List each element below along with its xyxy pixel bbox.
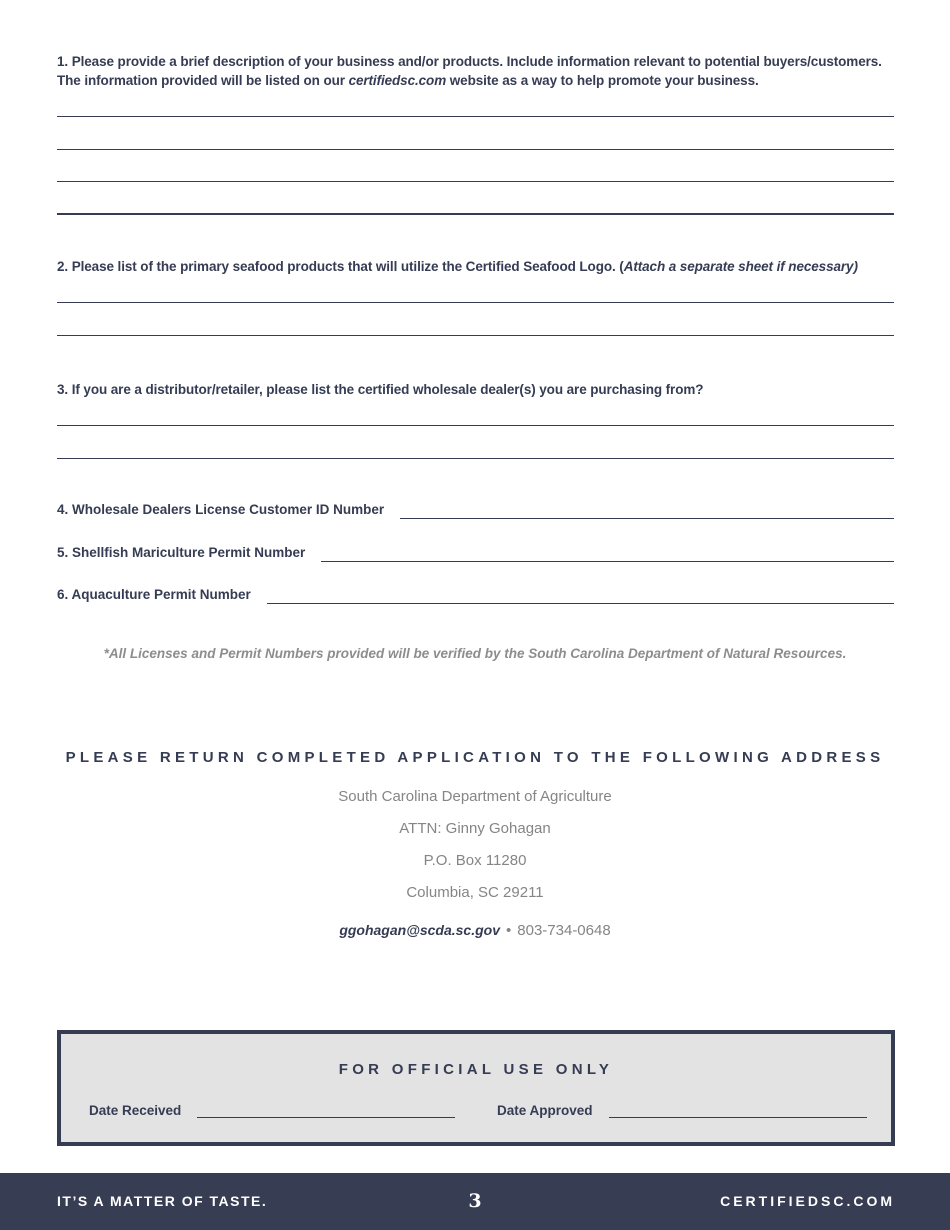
question-1-text: 1. Please provide a brief description of your business and/or products. Include information relevant to potential buyers/customers. The information provided will be listed on our [57, 54, 882, 88]
aquaculture-permit-label: 6. Aquaculture Permit Number [57, 587, 251, 602]
date-received-label: Date Received [89, 1103, 182, 1118]
answer-2-line-1[interactable] [57, 302, 894, 303]
question-2 [57, 257, 893, 276]
question-1 [57, 52, 893, 90]
address-line-1: South Carolina Department of Agriculture [338, 788, 612, 805]
shellfish-permit-field [57, 545, 894, 561]
contact-phone: 803-734-0648 [517, 922, 611, 939]
question-3: 3. If you are a distributor/retailer, please list the certified wholesale dealer(s) you are purchasing from? [57, 382, 704, 397]
wholesale-license-label: 4. Wholesale Dealers License Customer ID Number [57, 502, 385, 517]
date-received-field [89, 1103, 455, 1119]
page-number: 3 [468, 1190, 482, 1212]
aquaculture-permit-field [57, 587, 894, 603]
official-use-title: FOR OFFICIAL USE ONLY [338, 1061, 614, 1078]
footer-tagline: IT’S A MATTER OF TASTE. [57, 1193, 268, 1209]
answer-2-line-2[interactable] [57, 335, 894, 336]
shellfish-permit-input[interactable] [321, 561, 894, 562]
footer-bar [0, 1173, 950, 1230]
answer-1-line-3[interactable] [57, 181, 894, 182]
wholesale-license-input[interactable] [400, 518, 894, 519]
answer-3-line-2[interactable] [57, 458, 894, 459]
shellfish-permit-label: 5. Shellfish Mariculture Permit Number [57, 545, 306, 560]
answer-1-line-1[interactable] [57, 116, 894, 117]
address-line-4: Columbia, SC 29211 [406, 884, 544, 901]
return-heading: PLEASE RETURN COMPLETED APPLICATION TO THE FOLLOWING ADDRESS [65, 749, 885, 766]
date-approved-label: Date Approved [497, 1103, 593, 1118]
address-line-3: P.O. Box 11280 [423, 852, 527, 869]
official-use-box [57, 1030, 895, 1146]
question-2-note: Attach a separate sheet if necessary) [623, 259, 858, 274]
question-1-website: certifiedsc.com [348, 73, 447, 88]
question-1-text-end: website as a way to help promote your business. [446, 73, 759, 88]
answer-3-line-1[interactable] [57, 425, 894, 426]
verification-note: *All Licenses and Permit Numbers provided will be verified by the South Carolina Department of Natural Resources. [103, 646, 847, 661]
contact-line [0, 922, 950, 939]
contact-separator: • [506, 922, 512, 939]
wholesale-license-field [57, 502, 894, 518]
answer-1-line-2[interactable] [57, 149, 894, 150]
date-approved-field [497, 1103, 867, 1119]
contact-email[interactable]: ggohagan@scda.sc.gov [339, 922, 500, 938]
address-line-2: ATTN: Ginny Gohagan [399, 820, 551, 837]
date-approved-input[interactable] [609, 1117, 867, 1118]
answer-1-line-4[interactable] [57, 213, 894, 215]
aquaculture-permit-input[interactable] [267, 603, 894, 604]
footer-website: CERTIFIEDSC.COM [720, 1193, 895, 1209]
date-received-input[interactable] [197, 1117, 455, 1118]
question-2-text: 2. Please list of the primary seafood products that will utilize the Certified Seafood Logo. ( [57, 259, 624, 274]
